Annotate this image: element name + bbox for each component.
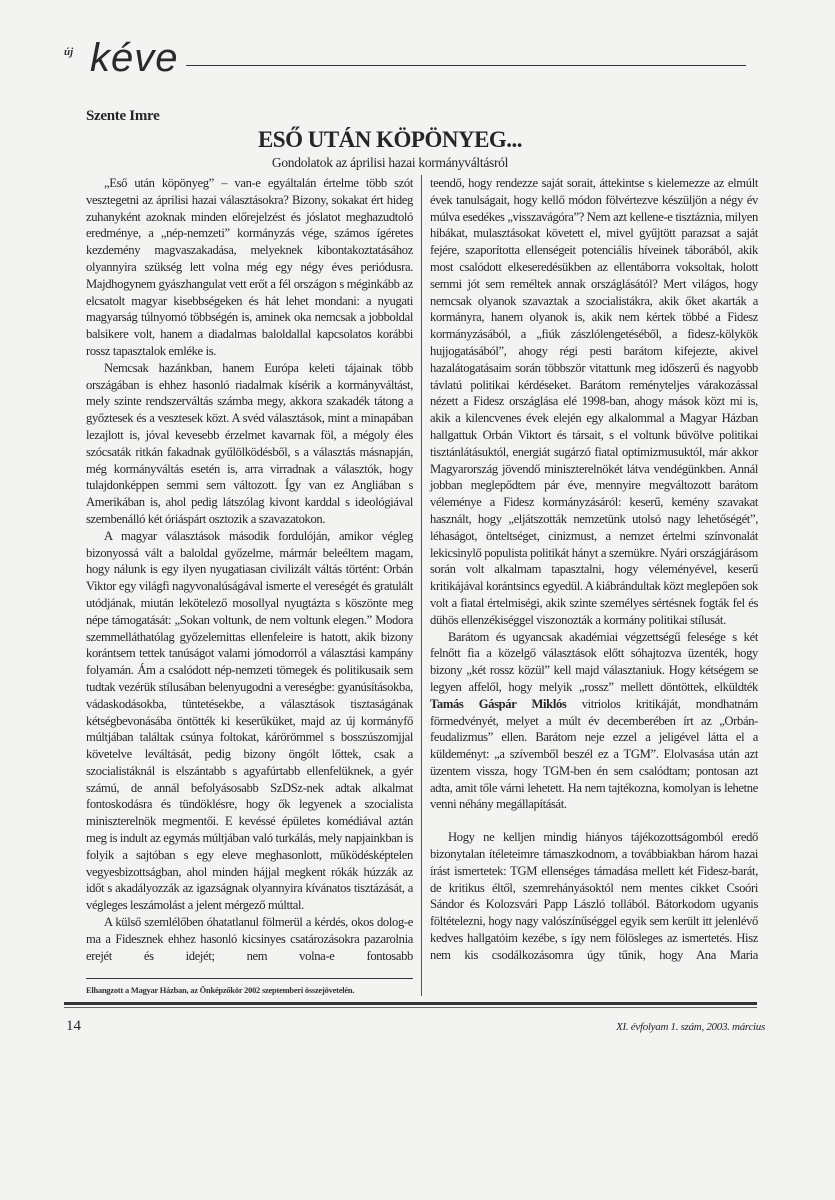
footer-rule [64,1002,757,1005]
page-number: 14 [66,1018,81,1035]
paragraph: A külső szemlélőben óhatatlanul fölmerül a kérdés, okos dolog-e ma a Fidesznek ehhez hasonló kicsinyes csatározásokra pazarolnia erejét és idejét; nem volna-e fontosabb [86,915,413,963]
bold-name: Tamás Gáspár Miklós [430,696,567,711]
magazine-logo: kéve [90,36,179,80]
footer-row [64,1018,765,1035]
paragraph: „Eső után köpönyeg” – van-e egyáltalán értelme több szót vesztegetni az áprilisi hazai választásokra? Bizony, sokakat ért hideg zuhanyként azoknak minden előrejelzést és jóslatot meghazudtoló eredménye, a „nép-nemzeti” kormányzás vége, számos ígéretes kezdemény magvaszakadása, melyeknek kibontakoztatásához olyannyira szükség lett volna még egy négy éves periódusra. Majdhogynem gyászhangulat vett erőt a fél országon s méginkább az elcsatolt magyar kisebbségeken és hát lehet mondani: a nyugati magyarság túlnyomó többségén is, aminek oka nemcsak a jobboldal balsikere volt, hanem a diadalmas baloldallal kapcsolatos korábbi rossz tapasztalok emléke is. [86,176,413,358]
article-title: ESŐ UTÁN KÖPÖNYEG... [257,127,523,152]
article-author: Szente Imre [86,108,160,124]
footnote: Elhangzott a Magyar Házban, az Önképzőkör 2002 szeptemberi összejövetelén. [86,986,355,996]
page-footer [64,1002,765,1055]
paragraph: A magyar választások második fordulóján, amikor végleg bizonyossá vált a baloldal győzelme, mármár beleéltem magam, hogy nálunk is egy ilyen nyugatiasan civilizált váltás történt: Orbán Viktor egy világfi nagyvonalúságával ismerte el vereségét és gratulált utódjának, miután lekötelező mosollyal nyugtázta s köszönte meg népe támogatását: „Sokan voltunk, de nem voltunk elegen.” Modora szemmelláthatólag győzelemittas ellenfeleire is hatott, akik bizony korántsem tettek tanúságot valami jómodorról a választási kampány folyamán. Ám a csalódott nép-nemzeti tömegek és politikusaik sem tudtak vezérük stílusában belenyugodni a vereségbe: gyanúsításokba, vádaskodásokba, tüntetésekbe, a választások tisztaságának kétségbevonásába öntötték ki keserűküket, majd az új kormányfő múltjában találtak csúnya foltokat, kárörömmel s bosszúszomjjal követelve leváltását, pedig bizony öngólt lőttek, csak a szocialistáknál is elszántabb s agyafúrtabb ellenfelüknek, a gyér számú, de annál befolyásosabb SzDSz-nek adtak alkalmat fontoskodásra és tündöklésre, hogy ők legyenek a szocialista miniszterelnök megmentői. E kevéssé épületes komédiával aztán meg is indult az egymás múltjában való turkálás, mely napjainkban is folyik a sajtóban s egy eleve meghasonlott, működésképtelen vegyesbizottságban, ahol minden hájjal megkent rókák húzzák az időt s akadályozzák az igazságnak olyannyira kívánatos tisztázását, a végleges leszámolást a jelent mérgező múlttal. [86,528,413,913]
left-column [86,175,413,996]
logo-prefix: új [64,46,74,58]
paragraph-text: vitriolos kritikáját, mondhatnám förmedvényét, melyet a múlt év decemberében írt az „Orbán-feudalizmus” ellen. Barátom neje ezzel a jeligével látta el a küldeményt: „a szívemből beszél ez a TGM”. Elolvasása után azt üzentem vissza, hogy TGM-ben én sem csalódtam; pontosan azt adta, amit tőle várni lehetett. Ha nem tajtékozna, komolyan is lehetne venni néhány megállapítását. [430,696,759,812]
paragraph-text: Barátom és ugyancsak akadémiai végzettségű felesége s két felnőtt fia a közelgő választások előtt sóhajtozva üzenték, hogy bizony „két rossz közül” kell majd választaniuk. Hogy kétségem se legyen affelől, hogy melyik „rossz” mellett döntöttek, elküldték [430,629,758,694]
paragraph: teendő, hogy rendezze saját sorait, áttekintse s kielemezze az elmúlt évek tanulságait, hogy kellő módon fölvértezve készüljön a négy év múlva esedékes „visszavágóra”? Nem azt kellene-e tisztáznia, milyen hibákat, mulasztásokat követett el, mivel gyűjtött parazsat a saját fejére, szaporította ellenségeit potenciális híveinek táborából, akik most csalódott elkeseredésükben az ellentáborra voksoltak, holott semmi jót sem reméltek annak országlásától? Mert világos, hogy nemcsak olyanok szavaztak a szocialistákra, akik őket akarták a kormányra, hanem olyanok is, akik nem kértek többé a Fidesz kormányzásából, a „fiúk zászlólengetéséből, a fidesz-kölykök hujjogatásából”, ahogy régi pesti barátom kifejezte, akivel hazalátogatásaim során többször vitattunk meg időszerű és nagyobb távlatú politikai kérdéseket. Barátom reményteljes várakozással nézett a Fidesz országlása elé 1998-ban, ahogy mások közt mi is, akik a kilencvenes évek elején egy alkalommal a Magyar Házban hallgattuk Orbán Viktort és társait, s el voltunk bűvölve politikai tisztánlátásuktól, energiát sugárzó fiatal optimizmusuktól, már akkor Magyarország jövendő miniszterelnökét látva vendégünkben. Annál jobban meglepődtem pár éve, mennyire megváltozott barátom véleménye a Fidesz kormányzásáról: keserű, kemény szavakat használt, hogy „eljátszották nemzetünk utolsó nagy lehetőségét”, léhaságot, önteltséget, cinizmust, a nemzet értelmi színvonalát lekicsinylő populista politikát hányt a szemükre. Nyári országjárásom során volt alkalmam tapasztalni, hogy véleményével, keserű kritikájával korántsincs egyedül. A kiábrándultak közt meglepően sok volt a fiatal értelmiségi, akik szinte személyes sértésnek fogták fel és dühös ellenzékiséggel viszonozták a kormány politikai stílusát. [430,176,758,627]
footer-rule-thin [64,1007,757,1008]
paragraph [430,629,758,814]
issue-info: XI. évfolyam 1. szám, 2003. március [616,1021,765,1034]
paragraph: Hogy ne kelljen mindig hiányos tájékozottságomból eredő bizonytalan ítéleteimre támaszkodnom, a továbbiakban három hazai írást ismertetek: TGM ellenséges támadása mellett két Fidesz-barát, de kritikus éltől, szemrehányásoktól nem mentes cikket Csoóri Sándor és Kolozsvári Papp László tollából. Bátorkodom ugyanis föltételezni, hogy nagy valószínűséggel egyik sem került itt jelenlévő kedves hallgatóim kezébe, s így nem fölösleges az ismertetés. Hisz nem kis csodálkozásomra úgy tűnik, hogy Ana Maria [430,830,758,962]
footnote-rule [86,978,413,979]
right-column [421,175,758,996]
paragraph: Nemcsak hazánkban, hanem Európa keleti tájainak több országában is ehhez hasonló riadalmak kísérik a kormányváltást, mely szinte rendszerváltás számba megy, akkora szakadék tátong a győztesek és a vesztesek közt. A svéd választások, mint a minapában lezajlott is, jóval kevesebb érzelmet kavarnak föl, a mégoly éles szócsaták ritkán fakadnak gyűlölködésből, s a választás másnapján, még kormányváltás esetén is, arra virradnak a választók, hogy tulajdonképpen semmi sem változott. Így van ez Angliában s Amerikában is, ahol pedig látszólag kivont karddal s ideológiával szembenálló két óriáspárt osztozik a szavazatokon. [86,360,413,526]
header-rule [186,65,746,66]
article-subtitle: Gondolatok az áprilisi hazai kormányváltásról [271,155,509,170]
